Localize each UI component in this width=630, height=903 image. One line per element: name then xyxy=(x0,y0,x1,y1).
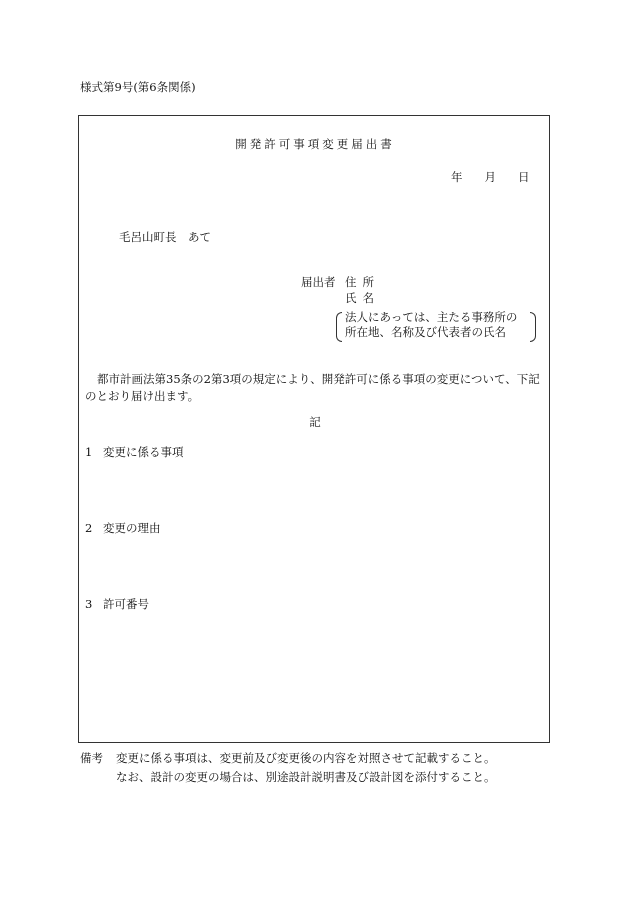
date-day-label: 日 xyxy=(518,170,530,184)
form-frame xyxy=(78,115,550,743)
item-change-reason xyxy=(85,522,161,536)
left-bracket xyxy=(336,312,342,342)
remarks-label: 備考 xyxy=(80,751,103,765)
item-label: 変更の理由 xyxy=(103,521,161,535)
item-permit-number xyxy=(85,598,149,612)
item-changed-matters xyxy=(85,446,184,460)
name-label: 氏名 xyxy=(345,291,380,305)
item-number: 1 xyxy=(85,445,93,459)
form-number-label: 様式第9号(第6条関係) xyxy=(80,80,196,94)
document-title: 開発許可事項変更届出書 xyxy=(235,137,395,151)
addressee: 毛呂山町長 あて xyxy=(119,230,211,244)
date-month-label: 月 xyxy=(484,170,496,184)
item-number: 3 xyxy=(85,597,93,611)
remark-line-1: 変更に係る事項は、変更前及び変更後の内容を対照させて記載すること。 xyxy=(116,751,496,765)
item-label: 許可番号 xyxy=(103,597,149,611)
date-year-label: 年 xyxy=(451,170,463,184)
date-line xyxy=(451,171,530,185)
item-number: 2 xyxy=(85,521,93,535)
notification-body: 都市計画法第35条の2第3項の規定により、開発許可に係る事項の変更について、下記のとおり届け出ます。 xyxy=(85,372,540,403)
corporation-note-line-2: 所在地、名称及び代表者の氏名 xyxy=(345,325,506,339)
corporation-note-line-1: 法人にあっては、主たる事務所の xyxy=(345,310,518,324)
applicant-label: 届出者 xyxy=(301,275,336,289)
right-bracket xyxy=(530,312,536,342)
remark-line-2: なお、設計の変更の場合は、別途設計説明書及び設計図を添付すること。 xyxy=(116,770,496,784)
address-label: 住所 xyxy=(345,275,380,289)
corporation-note xyxy=(336,310,536,344)
item-label: 変更に係る事項 xyxy=(103,445,184,459)
ki-heading: 記 xyxy=(309,415,321,429)
